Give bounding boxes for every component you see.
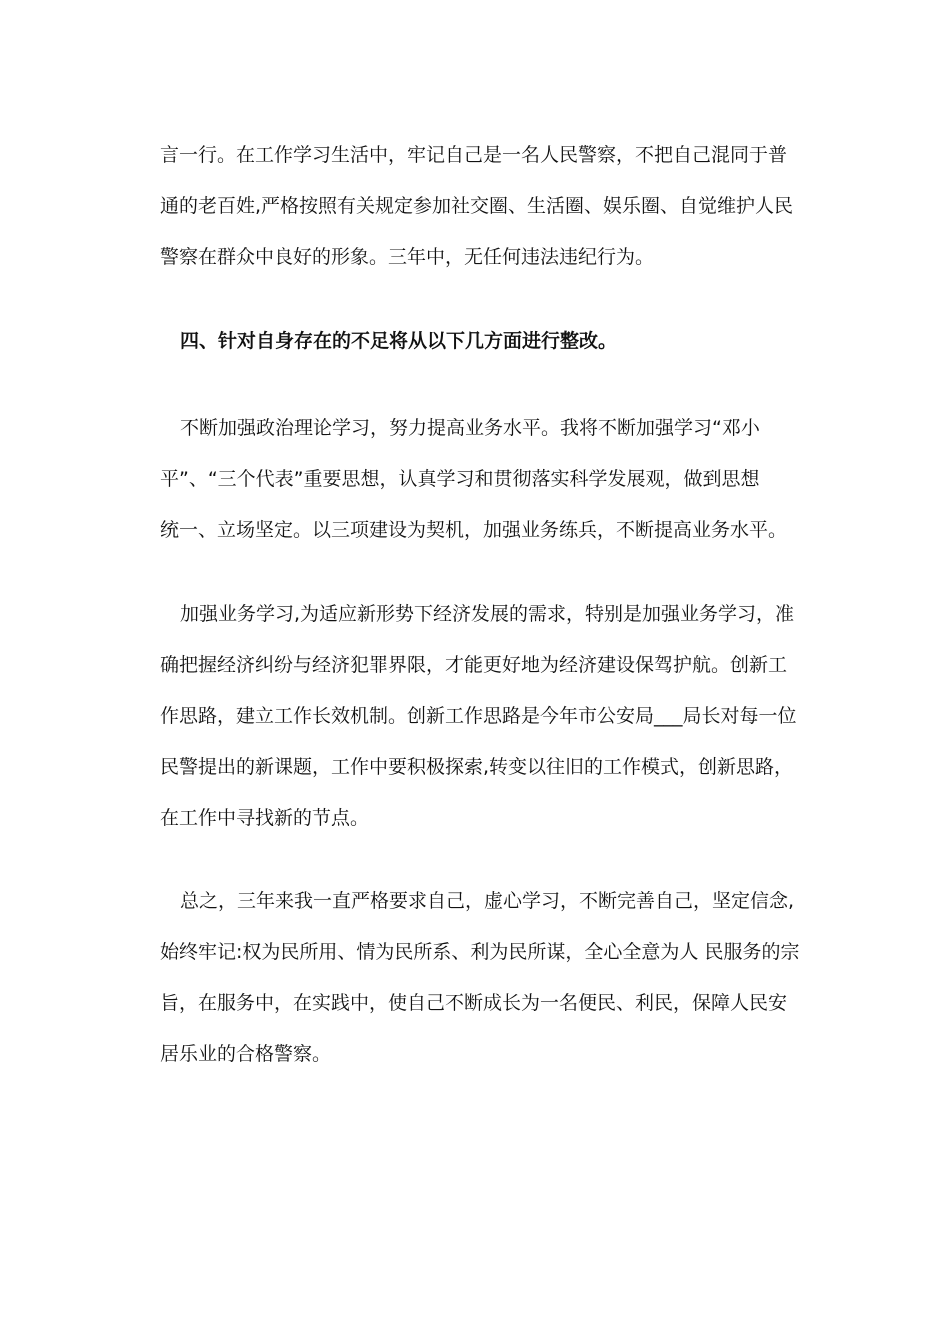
text-line: 始终牢记:权为民所用、情为民所系、利为民所谋，全心全意为人 民服务的宗 — [160, 941, 800, 963]
text-line: 居乐业的合格警察。 — [160, 1043, 332, 1065]
text-line: 加强业务学习,为适应新形势下经济发展的需求，特别是加强业务学习，准 — [180, 603, 795, 625]
text-line: 统一、立场坚定。以三项建设为契机，加强业务练兵，不断提高业务水平。 — [160, 519, 788, 541]
text-line: 言一行。在工作学习生活中，牢记自己是一名人民警察，不把自己混同于普 — [160, 144, 788, 166]
text-line: 总之，三年来我一直严格要求自己，虚心学习，不断完善自己，坚定信念, — [180, 890, 795, 912]
text-line: 不断加强政治理论学习，努力提高业务水平。我将不断加强学习“邓小 — [180, 417, 760, 439]
text-line: 民警提出的新课题，工作中要积极探索,转变以往旧的工作模式，创新思路， — [160, 756, 794, 778]
text-line: 通的老百姓,严格按照有关规定参加社交圈、生活圈、娱乐圈、自觉维护人民 — [160, 195, 794, 217]
heading-text: 四、针对自身存在的不足将从以下几方面进行整改。 — [180, 330, 618, 352]
text-line: 旨，在服务中，在实践中，使自己不断成长为一名便民、利民，保障人民安 — [160, 992, 788, 1014]
text-line: 在工作中寻找新的节点。 — [160, 807, 370, 829]
text-line: 确把握经济纠纷与经济犯罪界限，才能更好地为经济建设保驾护航。创新工 — [160, 654, 788, 676]
text-line: 警察在群众中良好的形象。三年中，无任何违法违纪行为。 — [160, 246, 655, 268]
text-line: 平”、“三个代表”重要思想，认真学习和贯彻落实科学发展观，做到思想 — [160, 468, 760, 490]
text-line: 作思路，建立工作长效机制。创新工作思路是今年市公安局___局长对每一位 — [160, 705, 797, 727]
